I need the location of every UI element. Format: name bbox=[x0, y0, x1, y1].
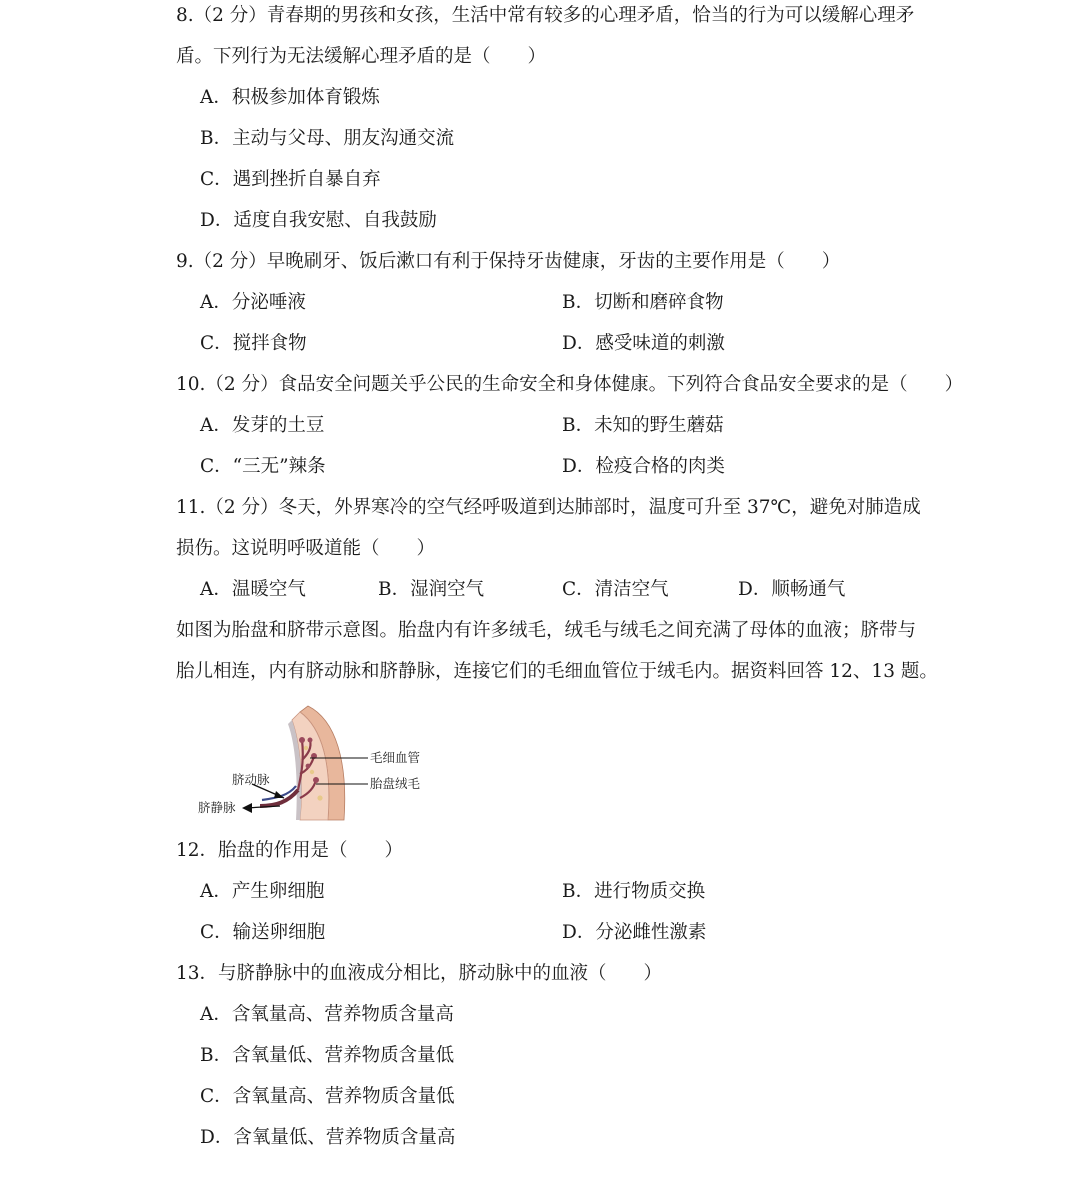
q10-stem: 10.（2 分）食品安全问题关乎公民的生命安全和身体健康。下列符合食品安全要求的是（ ） bbox=[176, 374, 964, 395]
q8-option-c: C．遇到挫折自暴自弃 bbox=[200, 169, 381, 190]
q8-stem-line1: 8.（2 分）青春期的男孩和女孩，生活中常有较多的心理矛盾，恰当的行为可以缓解心理矛 bbox=[176, 5, 915, 26]
q9-option-c: C．搅拌食物 bbox=[200, 333, 307, 354]
q12-option-a: A．产生卵细胞 bbox=[200, 881, 325, 902]
label-umbilical-artery: 脐动脉 bbox=[232, 772, 270, 787]
q9-option-a: A．分泌唾液 bbox=[200, 292, 306, 313]
q12-option-b: B．进行物质交换 bbox=[562, 881, 706, 902]
q11-option-b: B．湿润空气 bbox=[378, 579, 485, 600]
q8-option-b: B．主动与父母、朋友沟通交流 bbox=[200, 128, 455, 149]
q11-stem-line2: 损伤。这说明呼吸道能（ ） bbox=[176, 538, 436, 559]
material-line2: 胎儿相连，内有脐动脉和脐静脉，连接它们的毛细血管位于绒毛内。据资料回答 12、13 题。 bbox=[176, 661, 938, 682]
label-capillary: 毛细血管 bbox=[370, 750, 421, 765]
vein-arrowhead bbox=[242, 803, 252, 813]
q13-option-b: B．含氧量低、营养物质含量低 bbox=[200, 1045, 455, 1066]
q13-option-a: A．含氧量高、营养物质含量高 bbox=[200, 1004, 454, 1025]
q10-option-b: B．未知的野生蘑菇 bbox=[562, 415, 724, 436]
q8-option-a: A．积极参加体育锻炼 bbox=[200, 87, 380, 108]
q9-stem: 9.（2 分）早晚刷牙、饭后漱口有利于保持牙齿健康，牙齿的主要作用是（ ） bbox=[176, 251, 841, 272]
placenta-diagram-svg bbox=[196, 702, 436, 824]
q12-stem: 12．胎盘的作用是（ ） bbox=[176, 840, 404, 861]
q13-option-d: D．含氧量低、营养物质含量高 bbox=[200, 1127, 456, 1148]
q8-stem-line2: 盾。下列行为无法缓解心理矛盾的是（ ） bbox=[176, 46, 547, 67]
label-villi: 胎盘绒毛 bbox=[370, 776, 421, 791]
placenta-diagram bbox=[196, 702, 436, 824]
q12-option-d: D．分泌雌性激素 bbox=[562, 922, 707, 943]
label-umbilical-vein: 脐静脉 bbox=[198, 800, 236, 815]
q10-option-a: A．发芽的土豆 bbox=[200, 415, 325, 436]
q11-option-d: D．顺畅通气 bbox=[738, 579, 846, 600]
material-line1: 如图为胎盘和脐带示意图。胎盘内有许多绒毛，绒毛与绒毛之间充满了母体的血液；脐带与 bbox=[176, 620, 917, 641]
q9-option-d: D．感受味道的刺激 bbox=[562, 333, 725, 354]
q10-option-c: C．“三无”辣条 bbox=[200, 456, 326, 477]
q11-option-c: C．清洁空气 bbox=[562, 579, 669, 600]
q12-option-c: C．输送卵细胞 bbox=[200, 922, 326, 943]
q13-stem: 13．与脐静脉中的血液成分相比，脐动脉中的血液（ ） bbox=[176, 963, 663, 984]
q9-option-b: B．切断和磨碎食物 bbox=[562, 292, 724, 313]
q11-stem-line1: 11.（2 分）冬天，外界寒冷的空气经呼吸道到达肺部时，温度可升至 37℃，避免对肺造成 bbox=[176, 497, 921, 518]
q8-option-d: D．适度自我安慰、自我鼓励 bbox=[200, 210, 437, 231]
q13-option-c: C．含氧量高、营养物质含量低 bbox=[200, 1086, 455, 1107]
q11-option-a: A．温暖空气 bbox=[200, 579, 306, 600]
q10-option-d: D．检疫合格的肉类 bbox=[562, 456, 725, 477]
